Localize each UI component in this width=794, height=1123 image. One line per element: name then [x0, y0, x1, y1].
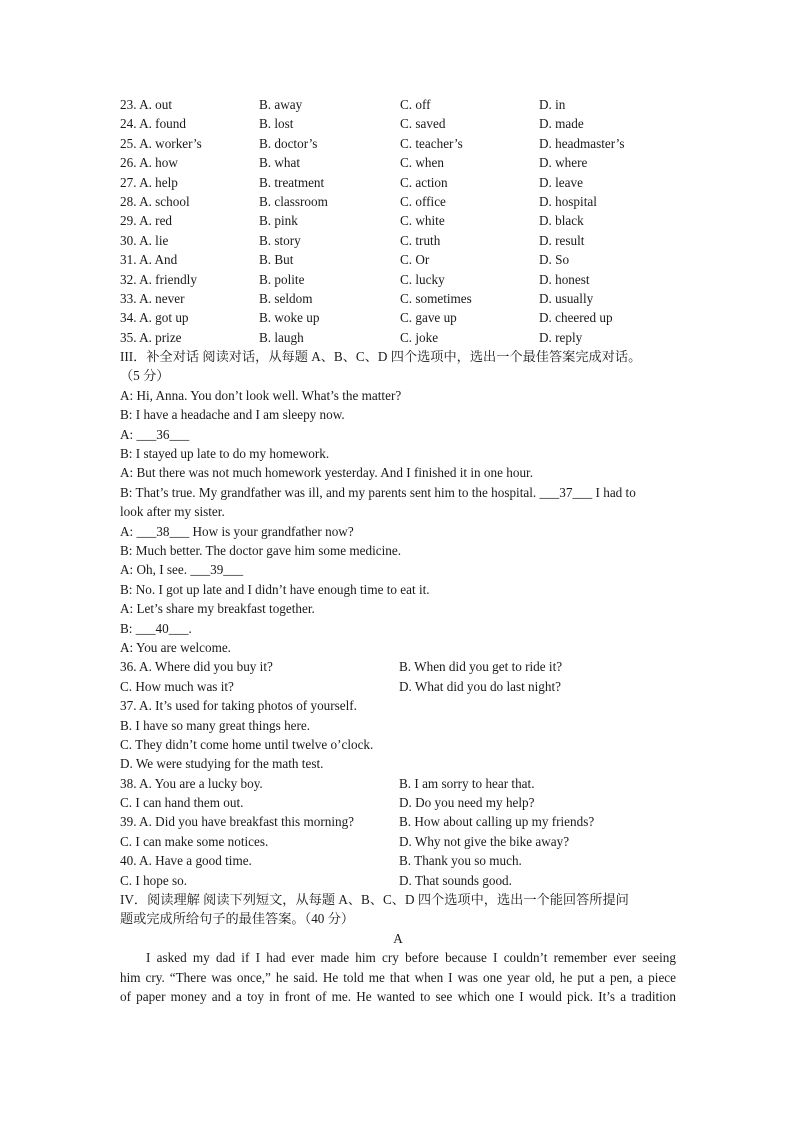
cloze-option: C. truth — [400, 232, 441, 248]
cloze-option: D. reply — [539, 329, 583, 345]
dialogue-text: B: That’s true. My grandfather was ill, and my parents sent him to the hospital. — [120, 484, 540, 500]
cloze-option — [120, 134, 259, 153]
cloze-option: C. saved — [400, 116, 446, 132]
option-text: A. school — [139, 193, 190, 209]
option: 39. A. Did you have breakfast this morning? — [120, 814, 355, 830]
dialogue-line: look after my sister. — [120, 504, 225, 520]
cloze-option-row — [120, 173, 676, 192]
cloze-option: D. hospital — [539, 193, 597, 209]
cloze-option — [120, 114, 259, 133]
cloze-option: D. honest — [539, 271, 590, 287]
cloze-option: B. what — [259, 155, 301, 171]
cloze-option: C. joke — [400, 329, 439, 345]
cloze-option-row — [120, 134, 676, 153]
cloze-option: C. Or — [400, 252, 430, 268]
cloze-option: D. where — [539, 155, 588, 171]
question-number: 25. — [120, 135, 137, 151]
cloze-option-row — [120, 289, 676, 308]
option-text: A. never — [139, 290, 185, 306]
blank-37: ___37___ — [539, 484, 593, 500]
cloze-option: C. when — [400, 155, 444, 171]
cloze-option — [120, 328, 259, 347]
option: D. Do you need my help? — [399, 795, 535, 811]
cloze-option: C. action — [400, 174, 448, 190]
cloze-option: C. office — [400, 193, 446, 209]
cloze-option-row — [120, 192, 676, 211]
dialogue-text: I had to — [592, 484, 636, 500]
cloze-option: D. leave — [539, 174, 583, 190]
option-text: A. prize — [139, 329, 182, 345]
cloze-option — [120, 211, 259, 230]
option-text: A. got up — [139, 310, 189, 326]
passage-text: I asked my dad if I had ever made him cry before because I couldn’t remember ever seeing — [146, 950, 676, 966]
option: B. I am sorry to hear that. — [399, 775, 535, 791]
option: C. I can make some notices. — [120, 833, 269, 849]
cloze-option — [120, 95, 259, 114]
option-row-39b — [120, 832, 676, 851]
option: 40. A. Have a good time. — [120, 853, 252, 869]
question-number: 30. — [120, 232, 137, 248]
dialogue-line: B: Much better. The doctor gave him some medicine. — [120, 542, 402, 558]
cloze-option: C. white — [400, 213, 445, 229]
speaker-label: A: — [120, 523, 137, 539]
section4-heading-cont: 题或完成所给句子的最佳答案。（40 分） — [120, 911, 355, 927]
passage-a — [120, 948, 676, 1006]
question-number: 24. — [120, 116, 137, 132]
dialogue-line — [120, 483, 676, 502]
dialogue-line — [120, 425, 676, 444]
option-row-38b — [120, 793, 676, 812]
option: C. How much was it? — [120, 678, 234, 694]
option: B. How about calling up my friends? — [399, 814, 595, 830]
dialogue-line: B: I stayed up late to do my homework. — [120, 446, 330, 462]
option-row-40a — [120, 851, 676, 870]
cloze-option — [120, 289, 259, 308]
cloze-option: B. treatment — [259, 174, 325, 190]
option: 38. A. You are a lucky boy. — [120, 775, 263, 791]
passage-line: of paper money and a toy in front of me. He wanted to see which one I would pick. It’s a tradition — [120, 988, 676, 1004]
cloze-option: D. headmaster’s — [539, 135, 625, 151]
option-row-36a — [120, 657, 676, 676]
dialogue-line — [120, 560, 676, 579]
option: B. Thank you so much. — [399, 853, 522, 869]
option-text: A. out — [139, 97, 173, 112]
cloze-option: B. lost — [259, 116, 294, 132]
option-row-40b — [120, 871, 676, 890]
worksheet-content — [120, 95, 676, 1006]
dialogue-options — [120, 657, 676, 890]
question-number: 34. — [120, 310, 137, 326]
option: B. When did you get to ride it? — [399, 659, 563, 675]
section3-score: （5 分） — [120, 368, 170, 384]
blank-38: ___38___ — [136, 523, 190, 539]
cloze-option-row — [120, 308, 676, 327]
cloze-option: B. story — [259, 232, 301, 248]
question-number: 31. — [120, 252, 137, 268]
option: B. I have so many great things here. — [120, 717, 311, 733]
cloze-option: D. in — [539, 97, 566, 112]
cloze-option-row — [120, 250, 676, 269]
option: C. They didn’t come home until twelve o’clock. — [120, 736, 374, 752]
cloze-option: D. result — [539, 232, 585, 248]
cloze-option-row — [120, 270, 676, 289]
dialogue-text: . — [188, 620, 192, 636]
speaker-label: A: — [120, 426, 137, 442]
blank-40: ___40___ — [135, 620, 189, 636]
cloze-option-row — [120, 328, 676, 347]
cloze-option-row — [120, 153, 676, 172]
blank-36: ___36___ — [136, 426, 190, 442]
passage-line — [120, 948, 676, 967]
option: C. I can hand them out. — [120, 795, 244, 811]
speaker-label: B: — [120, 620, 136, 636]
question-number: 32. — [120, 271, 137, 287]
cloze-option: B. polite — [259, 271, 305, 287]
cloze-option — [120, 231, 259, 250]
cloze-option: B. But — [259, 252, 294, 268]
cloze-option: C. gave up — [400, 310, 457, 326]
dialogue-line: B: No. I got up late and I didn’t have enough time to eat it. — [120, 581, 430, 597]
option-text: A. red — [139, 213, 173, 229]
option-text: A. worker’s — [139, 135, 202, 151]
option: 36. A. Where did you buy it? — [120, 659, 273, 675]
question-number: 27. — [120, 174, 137, 190]
cloze-option-row — [120, 114, 676, 133]
cloze-option — [120, 270, 259, 289]
dialogue-line: A: Let’s share my breakfast together. — [120, 601, 315, 617]
cloze-option — [120, 308, 259, 327]
option: 37. A. It’s used for taking photos of yourself. — [120, 698, 357, 714]
question-number: 23. — [120, 97, 137, 112]
option-row-36b — [120, 677, 676, 696]
passage-line: him cry. “There was once,” he said. He told me that when I was one year old, he put a pen, a piece — [120, 969, 676, 985]
cloze-option: D. So — [539, 252, 570, 268]
dialogue-line — [120, 522, 676, 541]
cloze-option: C. off — [400, 97, 431, 112]
option-text: A. lie — [139, 232, 169, 248]
dialogue-line — [120, 619, 676, 638]
question-number: 33. — [120, 290, 137, 306]
cloze-option: C. sometimes — [400, 290, 472, 306]
question-number: 35. — [120, 329, 137, 345]
option: D. That sounds good. — [399, 872, 512, 888]
cloze-option: D. usually — [539, 290, 594, 306]
cloze-option — [120, 192, 259, 211]
cloze-option: B. pink — [259, 213, 298, 229]
option-text: A. friendly — [139, 271, 197, 287]
blank-39: ___39___ — [190, 562, 244, 578]
section4-heading: IV．阅读理解 阅读下列短文，从每题 A、B、C、D 四个选项中，选出一个能回答所提问 — [120, 892, 629, 908]
option: D. What did you do last night? — [399, 678, 562, 694]
cloze-option: D. cheered up — [539, 310, 613, 326]
option-text: A. help — [139, 174, 178, 190]
option-row-39a — [120, 812, 676, 831]
cloze-option: B. seldom — [259, 290, 313, 306]
option: D. We were studying for the math test. — [120, 756, 324, 772]
question-number: 26. — [120, 155, 137, 171]
cloze-option — [120, 173, 259, 192]
cloze-option-row — [120, 231, 676, 250]
dialogue-line: A: But there was not much homework yesterday. And I finished it in one hour. — [120, 465, 534, 481]
cloze-option-row — [120, 211, 676, 230]
cloze-option: B. laugh — [259, 329, 304, 345]
cloze-option: B. doctor’s — [259, 135, 318, 151]
dialogue-text: A: Oh, I see. — [120, 562, 191, 578]
passage-label: A — [393, 930, 403, 946]
dialogue-line: A: You are welcome. — [120, 639, 231, 655]
cloze-option: B. woke up — [259, 310, 320, 326]
cloze-option-row — [120, 95, 676, 114]
dialogue-text: How is your grandfather now? — [189, 523, 354, 539]
option-text: A. And — [139, 252, 178, 268]
cloze-options-list — [120, 95, 676, 347]
option: D. Why not give the bike away? — [399, 833, 570, 849]
question-number: 28. — [120, 193, 137, 209]
cloze-option: C. teacher’s — [400, 135, 463, 151]
dialogue-line: A: Hi, Anna. You don’t look well. What’s the matter? — [120, 387, 402, 403]
section3-heading: III．补全对话 阅读对话，从每题 A、B、C、D 四个选项中，选出一个最佳答案完成对话。 — [120, 349, 642, 365]
question-number: 29. — [120, 213, 137, 229]
cloze-option: D. black — [539, 213, 584, 229]
cloze-option: B. away — [259, 97, 303, 112]
cloze-option — [120, 250, 259, 269]
cloze-option: C. lucky — [400, 271, 445, 287]
cloze-option: B. classroom — [259, 193, 328, 209]
dialogue-line: B: I have a headache and I am sleepy now. — [120, 407, 345, 423]
dialogue — [120, 386, 676, 657]
option-text: A. how — [139, 155, 178, 171]
option-text: A. found — [139, 116, 186, 132]
cloze-option — [120, 153, 259, 172]
option: C. I hope so. — [120, 872, 188, 888]
cloze-option: D. made — [539, 116, 584, 132]
option-row-38a — [120, 774, 676, 793]
